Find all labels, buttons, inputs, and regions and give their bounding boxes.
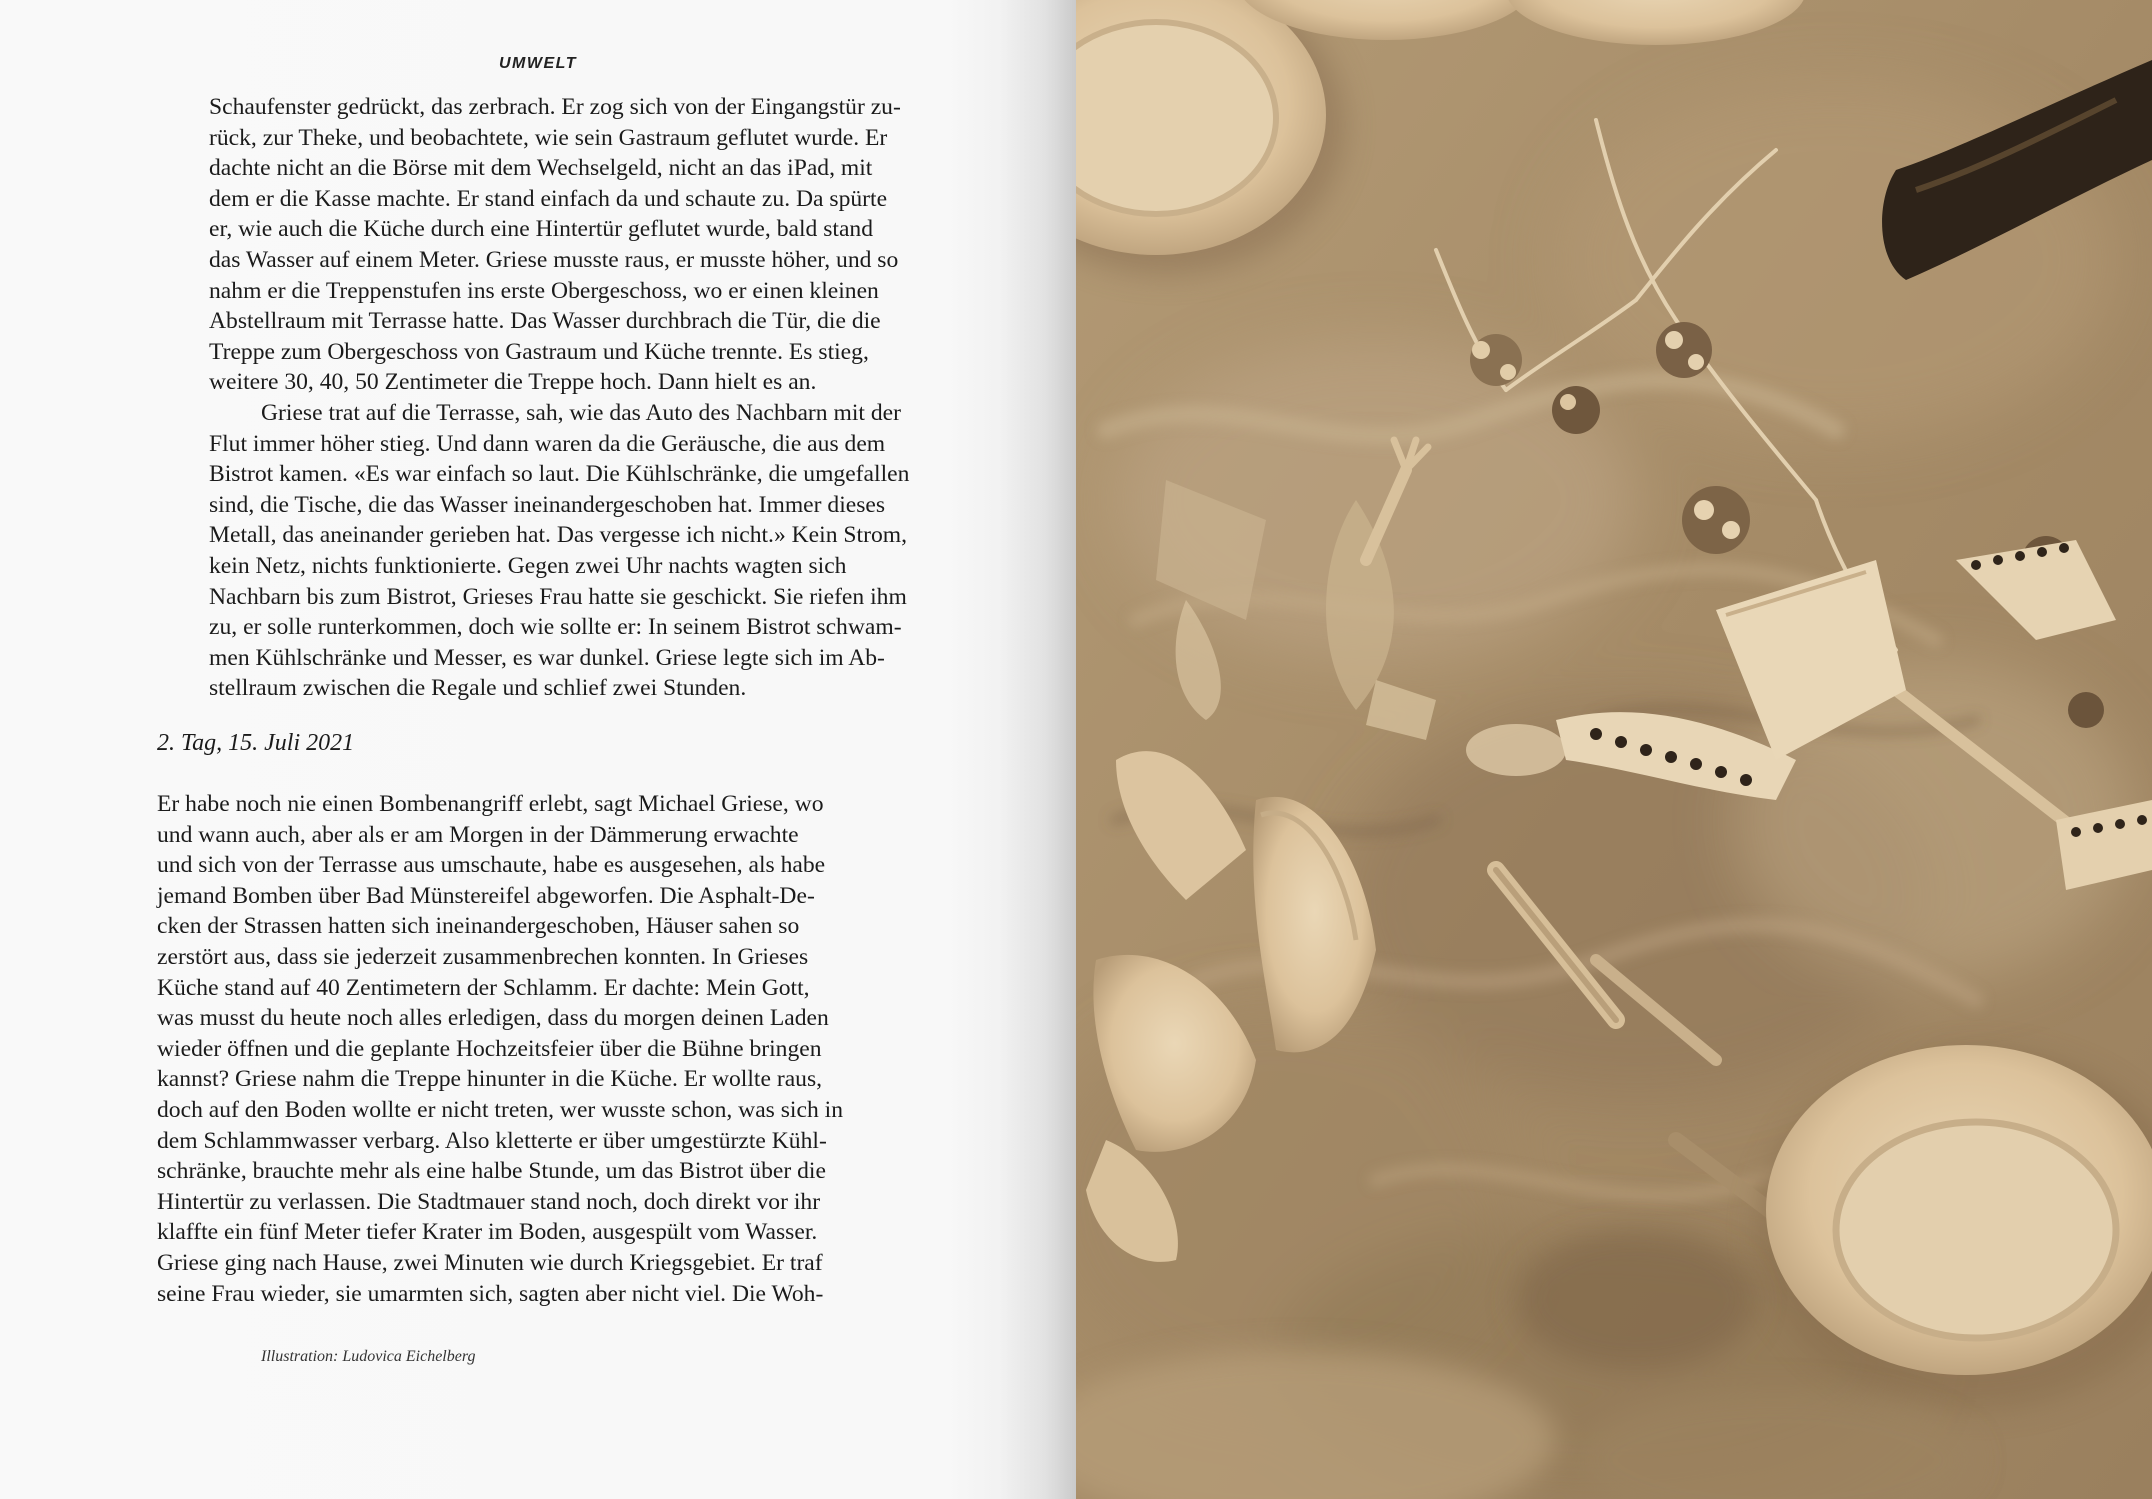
text-line: Abstellraum mit Terrasse hatte. Das Wasser durchbrach die Tür, die die: [209, 308, 881, 335]
text-line: seine Frau wieder, sie umarmten sich, sagten aber nicht viel. Die Woh-: [157, 1280, 824, 1307]
text-line: zu, er solle runterkommen, doch wie sollte er: In seinem Bistrot schwam-: [209, 614, 902, 641]
text-line: Er habe noch nie einen Bombenangriff erlebt, sagt Michael Griese, wo: [157, 791, 824, 817]
text-line: weitere 30, 40, 50 Zentimeter die Treppe hoch. Dann hielt es an.: [209, 369, 817, 396]
gutter-shadow: [1000, 0, 1076, 1499]
text-line: was musst du heute noch alles erledigen, dass du morgen deinen Laden: [157, 1005, 829, 1032]
day-subheading: 2. Tag, 15. Juli 2021: [157, 730, 355, 756]
section-header: UMWELT: [498, 55, 577, 72]
text-column-top: [209, 92, 949, 704]
text-line: zerstört aus, dass sie jederzeit zusammenbrechen konnten. In Grieses: [157, 943, 809, 970]
text-line: Küche stand auf 40 Zentimetern der Schlamm. Er dachte: Mein Gott,: [157, 974, 810, 1001]
text-line: Bistrot kamen. «Es war einfach so laut. Die Kühlschränke, die umgefallen: [209, 461, 910, 488]
text-line: nahm er die Treppenstufen ins erste Obergeschoss, wo er einen kleinen: [209, 277, 879, 304]
text-line: Schaufenster gedrückt, das zerbrach. Er zog sich von der Eingangstür zu-: [209, 94, 901, 120]
text-line: Metall, das aneinander gerieben hat. Das vergesse ich nicht.» Kein Strom,: [209, 522, 907, 549]
paragraph-1: [209, 92, 949, 398]
text-line: und wann auch, aber als er am Morgen in der Dämmerung erwachte: [157, 821, 799, 848]
illustration-credit: Illustration: Ludovica Eichelberg: [261, 1348, 476, 1365]
text-line: Hintertür zu verlassen. Die Stadtmauer stand noch, doch direkt vor ihr: [157, 1188, 821, 1215]
text-line: kannst? Griese nahm die Treppe hinunter in die Küche. Er wollte raus,: [157, 1066, 823, 1093]
text-line: er, wie auch die Küche durch eine Hintertür geflutet wurde, bald stand: [209, 216, 874, 243]
text-line: Treppe zum Obergeschoss von Gastraum und Küche trennte. Es stieg,: [209, 338, 869, 365]
text-column-bottom: [157, 789, 897, 1309]
text-line: stellraum zwischen die Regale und schlief zwei Stunden.: [209, 675, 747, 702]
text-line: klaffte ein fünf Meter tiefer Krater im Boden, ausgespült vom Wasser.: [157, 1219, 818, 1246]
text-line: doch auf den Boden wollte er nicht treten, wer wusste schon, was sich in: [157, 1096, 844, 1123]
illustration-photo: [1076, 0, 2152, 1499]
text-line: men Kühlschränke und Messer, es war dunkel. Griese legte sich im Ab-: [209, 644, 885, 671]
text-line: dachte nicht an die Börse mit dem Wechselgeld, nicht an das iPad, mit: [209, 155, 873, 182]
text-line: rück, zur Theke, und beobachtete, wie sein Gastraum geflutet wurde. Er: [209, 124, 888, 151]
text-line: Griese trat auf die Terrasse, sah, wie das Auto des Nachbarn mit der: [261, 399, 901, 426]
text-line: cken der Strassen hatten sich ineinandergeschoben, Häuser sahen so: [157, 913, 800, 940]
text-line: jemand Bomben über Bad Münstereifel abgeworfen. Die Asphalt-De-: [157, 882, 815, 909]
text-line: Griese ging nach Hause, zwei Minuten wie durch Kriegsgebiet. Er traf: [157, 1249, 823, 1276]
text-line: Flut immer höher stieg. Und dann waren da die Geräusche, die aus dem: [209, 430, 886, 457]
text-line: dem Schlammwasser verbarg. Also kletterte er über umgestürzte Kühl-: [157, 1127, 827, 1154]
text-line: dem er die Kasse machte. Er stand einfach da und schaute zu. Da spürte: [209, 185, 888, 212]
text-line: sind, die Tische, die das Wasser ineinandergeschoben hat. Immer dieses: [209, 491, 886, 518]
text-line: kein Netz, nichts funktionierte. Gegen zwei Uhr nachts wagten sich: [209, 552, 847, 579]
paragraph-3: [157, 789, 897, 1309]
text-line: Nachbarn bis zum Bistrot, Grieses Frau hatte sie geschickt. Sie riefen ihm: [209, 583, 907, 610]
text-line: und sich von der Terrasse aus umschaute, habe es ausgesehen, als habe: [157, 852, 826, 879]
mud-debris-illustration: [1076, 0, 2152, 1499]
text-line: schränke, brauchte mehr als eine halbe Stunde, um das Bistrot über die: [157, 1158, 826, 1185]
text-line: wieder öffnen und die geplante Hochzeitsfeier über die Bühne bringen: [157, 1035, 822, 1062]
text-line: das Wasser auf einem Meter. Griese musste raus, er musste höher, und so: [209, 246, 899, 273]
paragraph-2: [209, 398, 949, 704]
